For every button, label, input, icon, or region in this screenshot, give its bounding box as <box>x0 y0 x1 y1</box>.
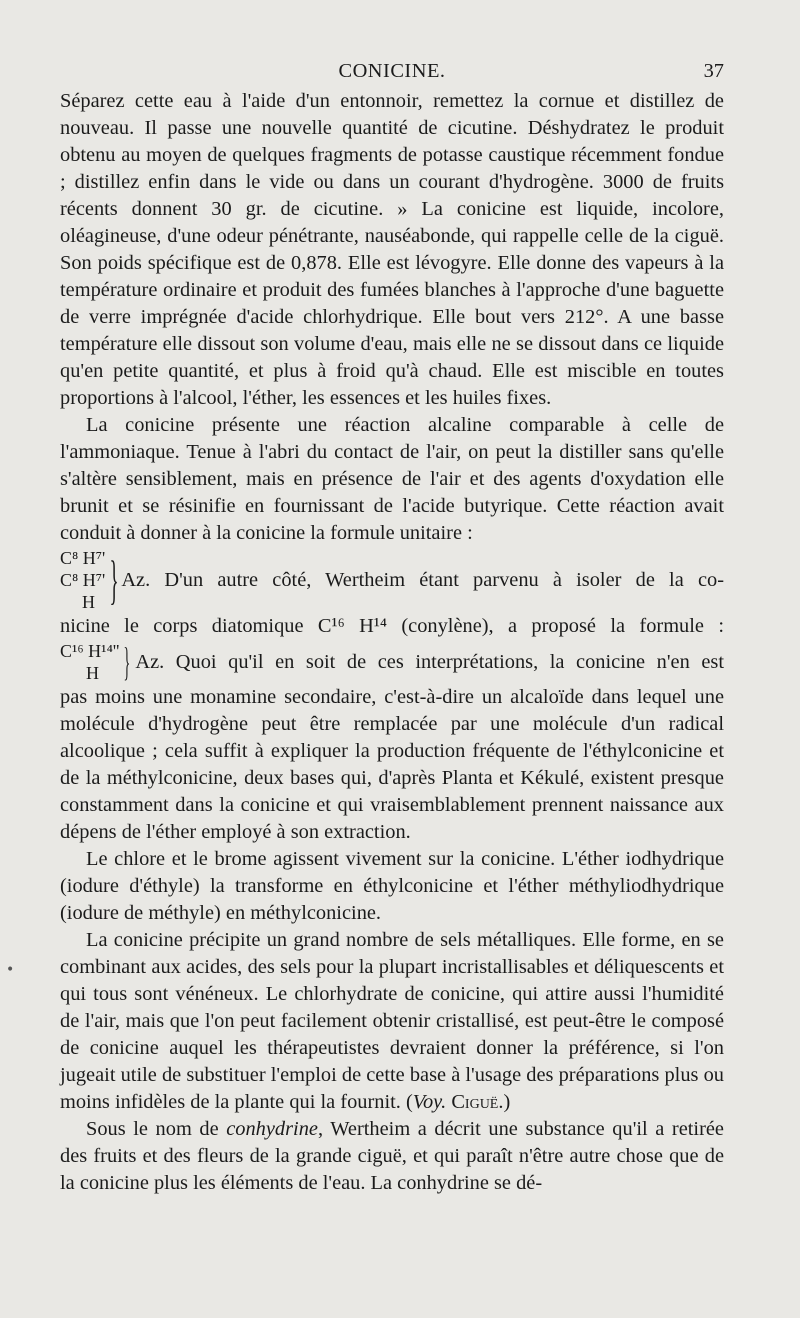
margin-mark: • <box>6 962 15 978</box>
page <box>60 58 724 1197</box>
text-segment: .) <box>498 1091 511 1113</box>
formula-line: C⁸ H⁷' <box>60 570 106 590</box>
text-segment: , Wertheim a décrit une substance qu'il a retirée des fruits et des fleurs de la grande ciguë, et qui paraît n'être autre chose que de la conicine plus les éléments de l'eau. La conhydrine se dé- <box>60 1118 724 1194</box>
paragraph-monamine: pas moins une monamine secondaire, c'est-à-dire un alcaloïde dans lequel une molécule d'hydrogène peut être remplacée par une molécule d'un radical alcoolique ; cela suffit à expliquer la production fréquente de l'éthylconicine et de la méthylconicine, deux bases qui, d'après Planta et Kékulé, existent presque constamment dans la conicine et qui vraisemblablement prennent naissance aux dépens de l'éther employé à son extraction. <box>60 686 724 843</box>
formula-unitaire <box>60 547 724 613</box>
formula-lines <box>60 547 105 613</box>
formula-text: Az. Quoi qu'il en soit de ces interprétations, la conicine n'en est <box>135 650 724 673</box>
paragraph-preparation: Séparez cette eau à l'aide d'un entonnoir, remettez la cornue et distillez de nouveau. Il passe une nouvelle quantité de cicutine. Déshydratez le produit obtenu au moyen de quelques fragments de potasse caustique récemment fondue ; distillez enfin dans le vide ou dans un courant d'hydrogène. 3000 de fruits récents donnent 30 gr. de cicutine. » La conicine est liquide, incolore, oléagineuse, d'une odeur pénétrante, nauséabonde, qui rappelle celle de la ciguë. Son poids spécifique est de 0,878. Elle est lévogyre. Elle donne des vapeurs à la température ordinaire et produit des fumées blanches à l'approche d'une baguette de verre imprégnée d'acide chlorhydrique. Elle bout vers 212°. A une basse température elle dissout son volume d'eau, mais elle ne se dissout dans ce liquide qu'en petite quantité, et plus à froid qu'à chaud. Elle est miscible en toutes proportions à l'alcool, l'éther, les essences et les huiles fixes. <box>60 90 724 409</box>
page-header <box>60 58 724 88</box>
formula-conylene <box>60 640 724 684</box>
page-number: 37 <box>703 60 724 82</box>
formula-line: C⁸ H⁷' <box>60 548 106 568</box>
formula-line: H <box>86 663 99 683</box>
paragraph-chlore: Le chlore et le brome agissent vivement sur la conicine. L'éther iodhydrique (iodure d'éthyle) la transforme en éthylconicine et l'éther méthyliodhydrique (iodure de méthyle) en méthylconicine. <box>60 848 724 924</box>
formula-lines <box>60 640 119 684</box>
paragraph-conylene: nicine le corps diatomique C¹⁶ H¹⁴ (conylène), a proposé la formule : <box>60 615 724 637</box>
term-conhydrine: conhydrine <box>226 1118 318 1140</box>
text-segment: Sous le nom de <box>86 1118 227 1140</box>
formula-line: H <box>82 592 95 612</box>
running-head: CONICINE. <box>338 60 446 82</box>
paragraph-reaction-intro: La conicine présente une réaction alcaline comparable à celle de l'ammoniaque. Tenue à l'abri du contact de l'air, on peut la distiller sans qu'elle s'altère sensiblement, mais en présence de l'air et des agents d'oxydation elle brunit et se résinifie en fournissant de l'acide butyrique. Cette réaction avait conduit à donner à la conicine la formule unitaire : <box>60 414 724 544</box>
cross-reference: Ciguë <box>451 1091 499 1113</box>
paragraph-sels <box>60 927 724 1116</box>
paragraph-conhydrine <box>60 1116 724 1197</box>
formula-text: Az. D'un autre côté, Wertheim étant parvenu à isoler de la co- <box>121 568 724 591</box>
formula-line: C¹⁶ H¹⁴'' <box>60 641 120 661</box>
brace-icon: } <box>123 639 131 684</box>
text-segment: La conicine précipite un grand nombre de sels métalliques. Elle forme, en se combinant aux acides, des sels pour la plupart incristallisables et déliquescents et qui tous sont vénéneux. Le chlorhydrate de conicine, qui attire aussi l'humidité de l'air, mais que l'on peut facilement obtenir cristallisé, est peut-être le composé de conicine auquel les thérapeutistes devraient donner la préférence, si l'on jugeait utile de substituer l'emploi de cette base à l'usage des préparations plus ou moins infidèles de la plante qui la fournit. ( <box>60 929 724 1113</box>
brace-icon: } <box>109 550 119 610</box>
voy-abbrev: Voy. <box>412 1091 447 1113</box>
